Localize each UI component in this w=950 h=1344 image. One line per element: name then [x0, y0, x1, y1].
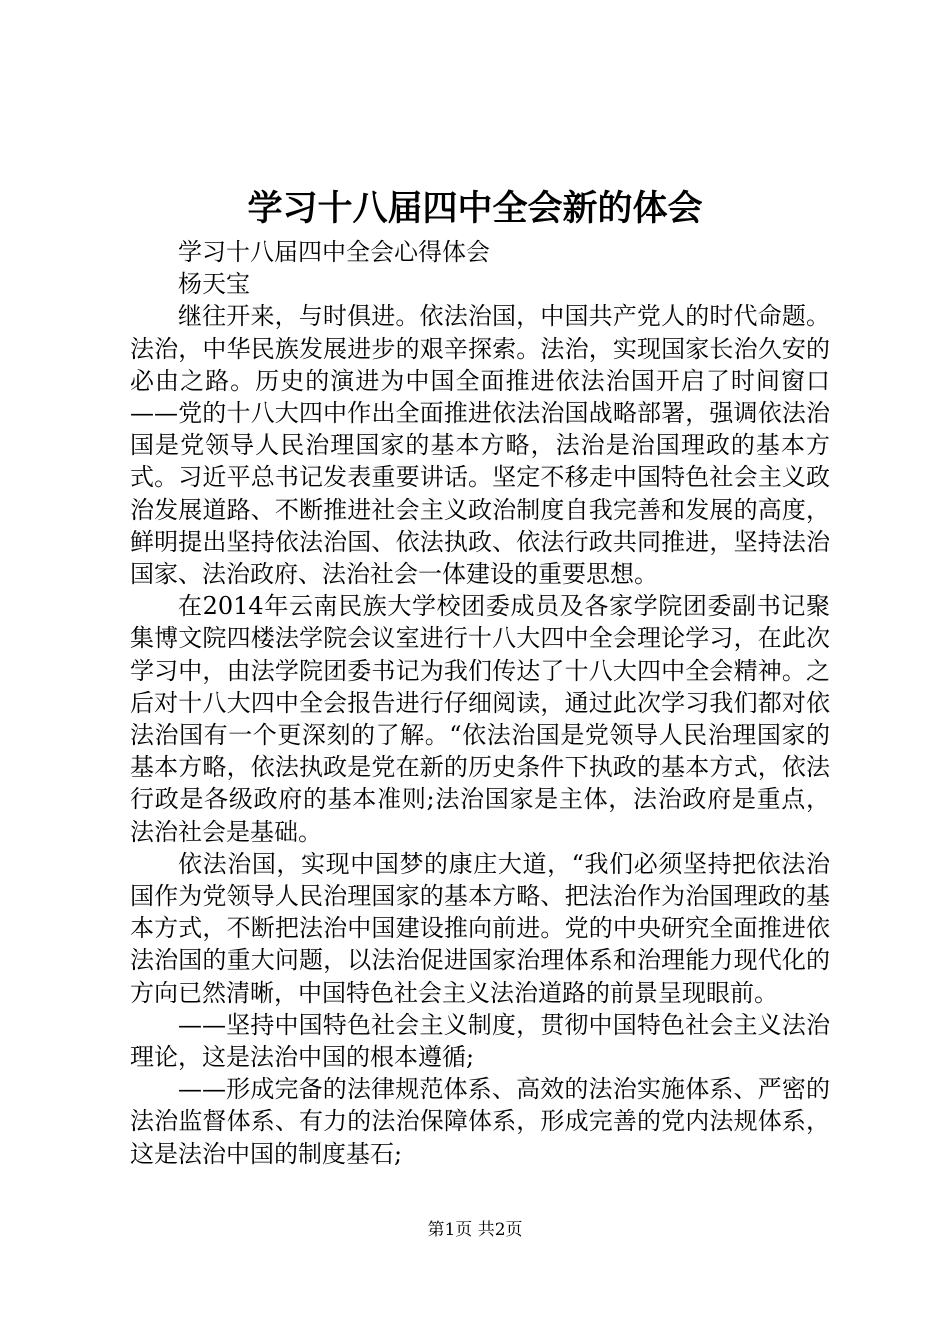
paragraph: 继往开来，与时俱进。依法治国，中国共产党人的时代命题。法治，中华民族发展进步的艰辛探索。法治，实现国家长治久安的必由之路。历史的演进为中国全面推进依法治国开启了时间窗口——党的十八大四中作出全面推进依法治国战略部署，强调依法治国是党领导人民治理国家的基本方略，法治是治国理政的基本方式。习近平总书记发表重要讲话。坚定不移走中国特色社会主义政治发展道路、不断推进社会主义政治制度自我完善和发展的高度，鲜明提出坚持依法治国、依法执政、依法行政共同推进，坚持法治国家、法治政府、法治社会一体建设的重要思想。 [130, 302, 830, 589]
page-number-footer: 第1页 共2页 [427, 1220, 523, 1240]
paragraph: ——形成完备的法律规范体系、高效的法治实施体系、严密的法治监督体系、有力的法治保障体系，形成完善的党内法规体系，这是法治中国的制度基石; [130, 1075, 830, 1168]
paragraph: 在2014年云南民族大学校团委成员及各家学院团委副书记聚集博文院四楼法学院会议室进行十八大四中全会理论学习，在此次学习中，由法学院团委书记为我们传达了十八大四中全会精神。之后对十八大四中全会报告进行仔细阅读，通过此次学习我们都对依法治国有一个更深刻的了解。“依法治国是党领导人民治理国家的基本方略，依法执政是党在新的历史条件下执政的基本方式，依法行政是各级政府的基本准则;法治国家是主体，法治政府是重点，法治社会是基础。 [130, 592, 830, 846]
author-line: 杨天宝 [178, 270, 250, 299]
paragraph: 依法治国，实现中国梦的康庄大道，“我们必须坚持把依法治国作为党领导人民治理国家的基本方略、把法治作为治国理政的基本方式，不断把法治中国建设推向前进。党的中央研究全面推进依法治国的重大问题，以法治促进国家治理体系和治理能力现代化的方向已然清晰，中国特色社会主义法治道路的前景呈现眼前。 [130, 849, 830, 1007]
document-body [130, 236, 830, 1170]
paragraph: ——坚持中国特色社会主义制度，贯彻中国特色社会主义法治理论，这是法治中国的根本遵循; [130, 1010, 830, 1072]
document-title: 学习十八届四中全会新的体会 [247, 188, 703, 229]
subtitle-line: 学习十八届四中全会心得体会 [178, 238, 490, 266]
